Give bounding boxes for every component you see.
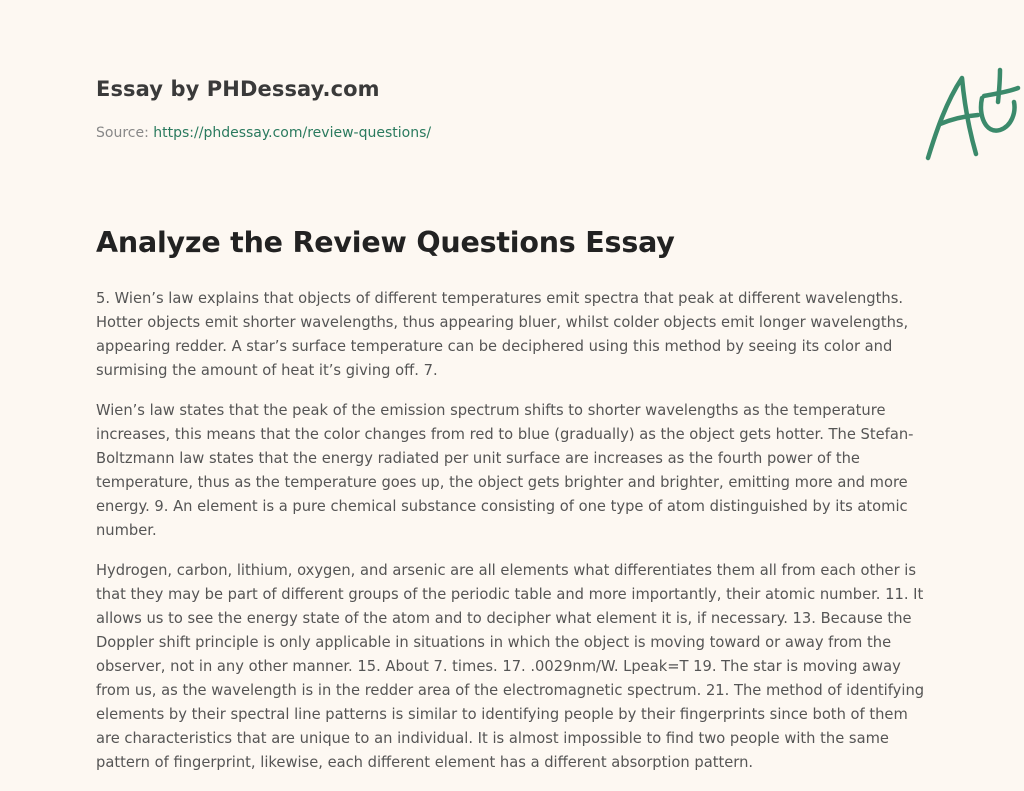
page-title: Analyze the Review Questions Essay	[96, 226, 675, 259]
essay-body	[96, 287, 930, 791]
essay-paragraph: Hydrogen, carbon, lithium, oxygen, and arsenic are all elements what differentiates them all from each other is that they may be part of different groups of the periodic table and more importantly, their atomic number. 11. It allows us to see the energy state of the atom and to decipher what element it is, if necessary. 13. Because the Doppler shift principle is only applicable in situations in which the object is moving toward or away from the observer, not in any other manner. 15. About 7. times. 17. .0029nm/W. Lpeak=T 19. The star is moving away from us, as the wavelength is in the redder area of the electromagnetic spectrum. 21. The method of identifying elements by their spectral line patterns is similar to identifying people by their fingerprints since both of them are characteristics that are unique to an individual. It is almost impossible to find two people with the same pattern of fingerprint, likewise, each different element has a different absorption pattern.	[96, 562, 925, 771]
source-link[interactable]: https://phdessay.com/review-questions/	[153, 125, 432, 141]
source-label: Source:	[96, 125, 149, 141]
brand-title: Essay by PHDessay.com	[96, 77, 380, 101]
essay-paragraph: 5. Wien’s law explains that objects of different temperatures emit spectra that peak at different wavelengths. Hotter objects emit shorter wavelengths, thus appearing bluer, whilst colder objects emit longer wavelengths, appearing redder. A star’s surface temperature can be deciphered using this method by seeing its color and surmising the amount of heat it’s giving off. 7.	[96, 290, 909, 379]
a-plus-logo-icon	[916, 64, 1024, 164]
source-line	[96, 125, 431, 141]
essay-paragraph: Wien’s law states that the peak of the emission spectrum shifts to shorter wavelengths as the temperature increases, this means that the color changes from red to blue (gradually) as the object gets hotter. The Stefan-Boltzmann law states that the energy radiated per unit surface are increases as the fourth power of the temperature, thus as the temperature goes up, the object gets brighter and brighter, emitting more and more energy. 9. An element is a pure chemical substance consisting of one type of atom distinguished by its atomic number.	[96, 402, 914, 539]
